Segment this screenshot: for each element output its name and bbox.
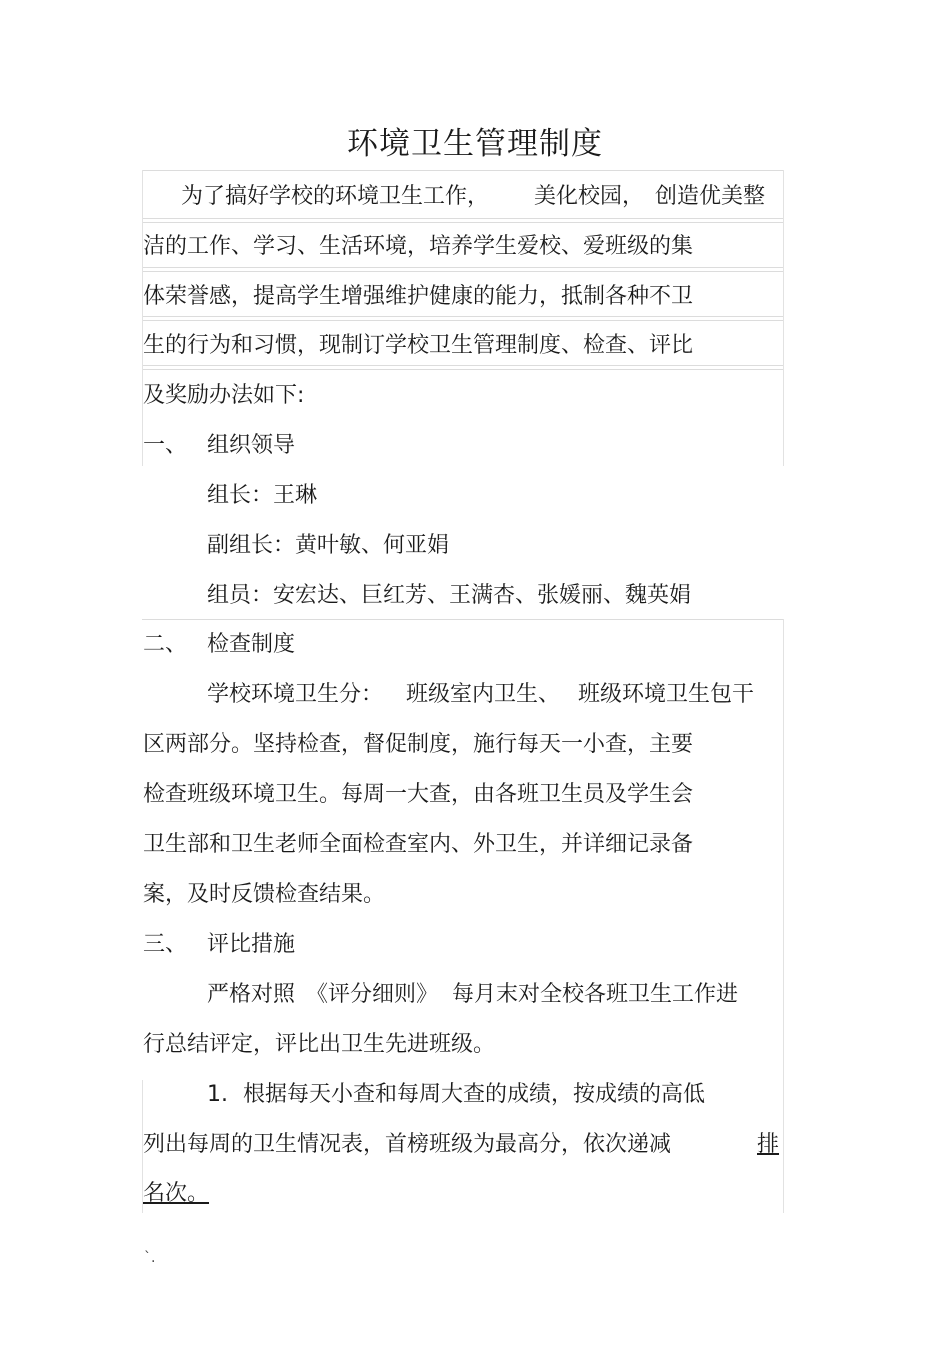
section-2-line-5: 案，及时反馈检查结果。	[143, 882, 386, 907]
rule-line	[783, 170, 784, 466]
section-2-line-4: 卫生部和卫生老师全面检查室内、外卫生，并详细记录备	[143, 832, 694, 857]
intro-line-3: 体荣誉感，提高学生增强维护健康的能力，抵制各种不卫	[143, 284, 694, 309]
rule-line	[142, 170, 143, 466]
rule-line	[142, 369, 784, 370]
section-2-heading: 检查制度	[207, 632, 296, 657]
item-1-line-3: 名次。	[143, 1181, 210, 1206]
item-1-line-2: 列出每周的卫生情况表，首榜班级为最高分，依次递减	[143, 1132, 672, 1157]
section-2-number: 二、	[143, 632, 188, 657]
section-3-line-2: 行总结评定，评比出卫生先进班级。	[143, 1032, 496, 1057]
footer-mark: `.	[144, 1250, 156, 1266]
item-1-line-2-end: 排	[757, 1132, 780, 1157]
leader-line: 组长：王琳	[207, 483, 318, 508]
page-title: 环境卫生管理制度	[347, 126, 603, 162]
members-line: 组员：安宏达、巨红芳、王满杏、张媛丽、魏英娟	[207, 583, 692, 608]
rule-line	[142, 267, 784, 268]
rule-line	[142, 619, 784, 620]
section-1-heading: 组织领导	[207, 433, 296, 458]
section-1-number: 一、	[143, 433, 188, 458]
section-3-line-1c: 每月末对全校各班卫生工作进	[452, 982, 739, 1007]
rule-line	[783, 619, 784, 1213]
vice-leader-line: 副组长：黄叶敏、何亚娟	[207, 533, 450, 558]
intro-line-1a: 为了搞好学校的环境卫生工作，	[181, 184, 490, 209]
rule-line	[142, 365, 784, 366]
section-3-line-1b: 《评分细则》	[306, 982, 439, 1007]
section-2-line-1c: 班级环境卫生包干	[578, 682, 755, 707]
section-3-heading: 评比措施	[207, 932, 296, 957]
intro-line-2: 洁的工作、学习、生活环境，培养学生爱校、爱班级的集	[143, 234, 694, 259]
item-1-number: 1.	[207, 1082, 228, 1107]
intro-line-1b: 美化校园，	[534, 184, 645, 209]
section-2-line-2: 区两部分。坚持检查，督促制度，施行每天一小查，主要	[143, 732, 694, 757]
section-3-line-1a: 严格对照	[207, 982, 296, 1007]
rule-line	[142, 222, 784, 223]
rule-line	[142, 170, 784, 171]
section-2-line-1a: 学校环境卫生分：	[207, 682, 384, 707]
rule-line	[142, 218, 784, 219]
rule-line	[142, 320, 784, 321]
rule-line	[142, 271, 784, 272]
section-2-line-1b: 班级室内卫生、	[406, 682, 561, 707]
section-2-line-3: 检查班级环境卫生。每周一大查，由各班卫生员及学生会	[143, 782, 694, 807]
section-3-number: 三、	[143, 932, 188, 957]
item-1-line-1: 根据每天小查和每周大查的成绩，按成绩的高低	[243, 1082, 706, 1107]
rule-line	[142, 316, 784, 317]
intro-line-4: 生的行为和习惯，现制订学校卫生管理制度、检查、评比	[143, 333, 694, 358]
intro-line-1c: 创造优美整	[655, 184, 766, 209]
intro-line-5: 及奖励办法如下:	[143, 383, 305, 408]
